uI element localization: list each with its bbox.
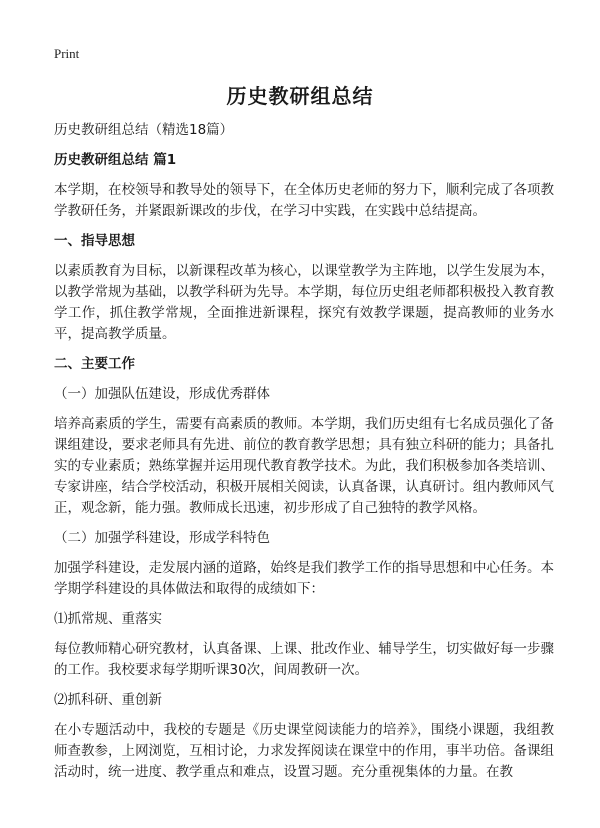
section-heading-guiding-thought: 一、指导思想 [54, 233, 135, 249]
document-subtitle: 历史教研组总结（精选18篇） [54, 122, 234, 138]
subsection-heading-discipline-building: （二）加强学科建设，形成学科特色 [54, 530, 270, 546]
print-label[interactable]: Print [54, 46, 80, 61]
intro-paragraph: 本学期，在校领导和教导处的领导下，在全体历史老师的努力下，顺利完成了各项教学教研任务，并紧跟新课改的步伐，在学习中实践，在实践中总结提高。 [54, 182, 554, 219]
document-body [54, 120, 554, 792]
article-heading: 历史教研组总结 篇1 [54, 152, 177, 168]
item-heading-research: ⑵抓科研、重创新 [54, 692, 162, 708]
document-title: 历史教研组总结 [226, 84, 374, 108]
team-building-paragraph: 培养高素质的学生，需要有高素质的教师。本学期，我们历史组有七名成员强化了备课组建设，要求老师具有先进、前位的教育教学思想；具有独立科研的能力；具备扎实的专业素质；熟练掌握并运用现代教育教学技术。为此，我们积极参加各类培训、专家讲座，结合学校活动，积极开展相关阅读，认真备课，认真研讨。组内教师风气正，观念新，能力强。教师成长迅速，初步形成了自己独特的教学风格。 [54, 416, 554, 516]
item-heading-routine: ⑴抓常规、重落实 [54, 611, 162, 627]
subsection-heading-team-building: （一）加强队伍建设，形成优秀群体 [54, 386, 270, 402]
routine-paragraph: 每位教师精心研究教材，认真备课、上课、批改作业、辅导学生，切实做好每一步骤的工作。我校要求每学期听课30次，间周教研一次。 [54, 641, 554, 678]
section-heading-main-work: 二、主要工作 [54, 356, 135, 372]
discipline-building-paragraph: 加强学科建设，走发展内涵的道路，始终是我们教学工作的指导思想和中心任务。本学期学科建设的具体做法和取得的成绩如下： [54, 560, 554, 597]
guiding-thought-paragraph: 以素质教育为目标，以新课程改革为核心，以课堂教学为主阵地，以学生发展为本，以教学常规为基础，以教学科研为先导。本学期，每位历史组老师都积极投入教育教学工作，抓住教学常规，全面推进新课程，探究有效教学课题，提高教师的业务水平，提高教学质量。 [54, 263, 554, 342]
research-paragraph: 在小专题活动中，我校的专题是《历史课堂阅读能力的培养》，围绕小课题，我组教师查教参，上网浏览，互相讨论，力求发挥阅读在课堂中的作用，事半功倍。备课组活动时，统一进度、教学重点和难点，设置习题。充分重视集体的力量。在教 [54, 722, 554, 780]
